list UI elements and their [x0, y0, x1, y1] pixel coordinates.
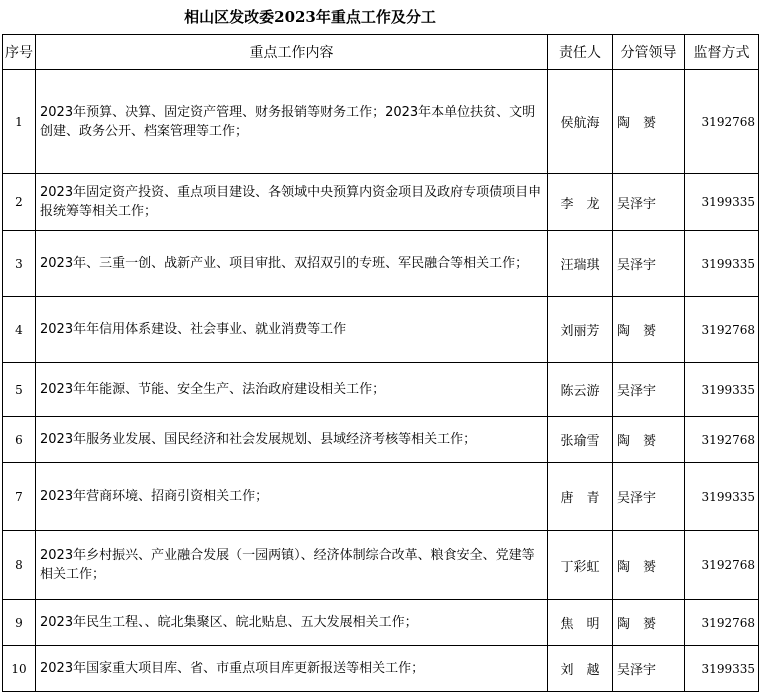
row-supervise: 3192768 [685, 297, 759, 363]
row-owner: 李 龙 [548, 174, 613, 231]
header-owner: 责任人 [548, 35, 613, 70]
row-leader: 陶 赟 [613, 297, 685, 363]
work-assignment-table [2, 34, 759, 692]
row-owner: 刘丽芳 [548, 297, 613, 363]
row-owner: 焦 明 [548, 600, 613, 646]
row-supervise: 3199335 [685, 231, 759, 297]
row-content: 2023年预算、决算、固定资产管理、财务报销等财务工作；2023年本单位扶贫、文明创建、政务公开、档案管理等工作； [36, 70, 548, 174]
header-no: 序号 [3, 35, 36, 70]
row-supervise: 3199335 [685, 174, 759, 231]
row-owner: 丁彩虹 [548, 531, 613, 600]
row-no: 4 [3, 297, 36, 363]
table-row [3, 70, 759, 174]
row-content: 2023年年信用体系建设、社会事业、就业消费等工作 [36, 297, 548, 363]
row-content: 2023年营商环境、招商引资相关工作； [36, 463, 548, 531]
row-content: 2023年服务业发展、国民经济和社会发展规划、县域经济考核等相关工作； [36, 417, 548, 463]
table-row [3, 646, 759, 692]
row-supervise: 3199335 [685, 363, 759, 417]
row-no: 2 [3, 174, 36, 231]
table-row [3, 174, 759, 231]
page-title: 相山区发改委2023年重点工作及分工 [184, 8, 436, 26]
row-leader: 陶 赟 [613, 417, 685, 463]
table-row [3, 531, 759, 600]
row-no: 7 [3, 463, 36, 531]
table-row [3, 297, 759, 363]
table-row [3, 231, 759, 297]
row-leader: 吴泽宇 [613, 463, 685, 531]
row-no: 3 [3, 231, 36, 297]
header-leader: 分管领导 [613, 35, 685, 70]
table-row [3, 600, 759, 646]
row-supervise: 3192768 [685, 70, 759, 174]
row-no: 9 [3, 600, 36, 646]
row-content: 2023年年能源、节能、安全生产、法治政府建设相关工作； [36, 363, 548, 417]
row-owner: 汪瑞琪 [548, 231, 613, 297]
row-leader: 吴泽宇 [613, 231, 685, 297]
row-owner: 唐 青 [548, 463, 613, 531]
row-owner: 刘 越 [548, 646, 613, 692]
row-owner: 张瑜雪 [548, 417, 613, 463]
row-leader: 吴泽宇 [613, 174, 685, 231]
table-row [3, 417, 759, 463]
row-no: 1 [3, 70, 36, 174]
row-leader: 吴泽宇 [613, 646, 685, 692]
row-content: 2023年、三重一创、战新产业、项目审批、双招双引的专班、军民融合等相关工作； [36, 231, 548, 297]
row-owner: 侯航海 [548, 70, 613, 174]
row-supervise: 3199335 [685, 646, 759, 692]
table-row [3, 463, 759, 531]
row-leader: 吴泽宇 [613, 363, 685, 417]
row-content: 2023年乡村振兴、产业融合发展（一园两镇）、经济体制综合改革、粮食安全、党建等相关工作； [36, 531, 548, 600]
row-supervise: 3192768 [685, 417, 759, 463]
row-no: 5 [3, 363, 36, 417]
row-no: 10 [3, 646, 36, 692]
header-supervise: 监督方式 [685, 35, 759, 70]
row-content: 2023年国家重大项目库、省、市重点项目库更新报送等相关工作； [36, 646, 548, 692]
row-leader: 陶 赟 [613, 70, 685, 174]
row-content: 2023年固定资产投资、重点项目建设、各领域中央预算内资金项目及政府专项债项目申报统筹等相关工作； [36, 174, 548, 231]
row-supervise: 3192768 [685, 531, 759, 600]
row-supervise: 3199335 [685, 463, 759, 531]
row-owner: 陈云游 [548, 363, 613, 417]
row-content: 2023年民生工程、、皖北集聚区、皖北贴息、五大发展相关工作； [36, 600, 548, 646]
row-supervise: 3192768 [685, 600, 759, 646]
table-row [3, 363, 759, 417]
row-no: 6 [3, 417, 36, 463]
header-content: 重点工作内容 [36, 35, 548, 70]
row-leader: 陶 赟 [613, 600, 685, 646]
row-leader: 陶 赟 [613, 531, 685, 600]
table-header-row [3, 35, 759, 70]
row-no: 8 [3, 531, 36, 600]
